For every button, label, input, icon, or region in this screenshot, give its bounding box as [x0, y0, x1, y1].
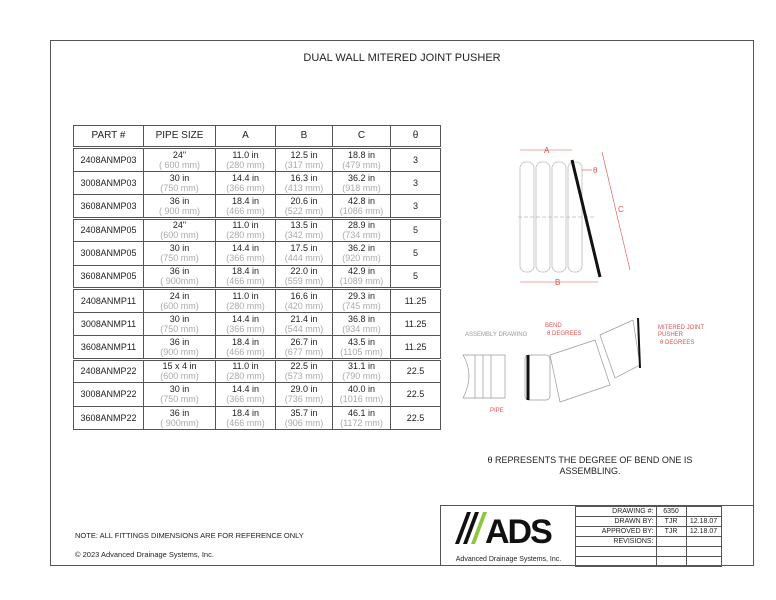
theta-value: 22.5 — [406, 389, 425, 400]
value-mm: (444 mm) — [284, 253, 324, 264]
svg-text:ADS: ADS — [485, 513, 551, 551]
value-mm: (1086 mm) — [339, 205, 384, 216]
value-mm: (736 mm) — [284, 394, 324, 405]
table-row — [74, 171, 441, 195]
value-in: 14.4 in — [231, 384, 260, 395]
part-number: 3608ANMP05 — [80, 271, 137, 282]
drawn-date: 12.18.07 — [686, 517, 721, 527]
value-mm: (600 mm) — [160, 300, 199, 311]
pusher-degrees-label: θ DEGREES — [660, 340, 695, 346]
value-mm: (280 mm) — [226, 300, 265, 311]
value-mm: (522 mm) — [284, 205, 324, 216]
value-mm: (366 mm) — [226, 394, 265, 405]
part-number: 3008ANMP11 — [80, 318, 137, 329]
dim-c-label: C — [618, 205, 624, 214]
column-header: PIPE SIZE — [144, 126, 216, 148]
column-header: θ — [391, 126, 441, 148]
title-block — [440, 505, 754, 566]
theta-value: 3 — [412, 154, 418, 165]
value-in: 36 in — [169, 336, 190, 347]
theta-value: 5 — [412, 225, 418, 236]
pipe-label: PIPE — [490, 408, 504, 414]
table-row — [74, 359, 441, 383]
value-mm: (479 mm) — [342, 159, 381, 170]
value-in: 14.4 in — [231, 172, 260, 183]
value-mm: (280 mm) — [226, 371, 265, 382]
value-in: 18.4 in — [231, 336, 260, 347]
table-row — [74, 383, 441, 407]
value-in: 46.1 in — [347, 407, 376, 418]
value-mm: ( 900mm) — [160, 417, 199, 428]
value-mm: (934 mm) — [342, 323, 381, 334]
value-in: 24" — [172, 149, 187, 160]
part-number: 2408ANMP05 — [80, 225, 137, 236]
value-mm: (420 mm) — [284, 300, 324, 311]
value-mm: (906 mm) — [284, 417, 324, 428]
page-title: DUAL WALL MITERED JOINT PUSHER — [303, 52, 501, 64]
value-in: 18.8 in — [347, 149, 376, 160]
value-in: 14.4 in — [231, 243, 260, 254]
theta-value: 11.25 — [404, 341, 427, 352]
value-mm: ( 900 mm) — [158, 205, 200, 216]
approved-by: TJR — [656, 527, 686, 537]
value-mm: (466 mm) — [226, 346, 265, 357]
table-row — [74, 265, 441, 289]
theta-value: 3 — [412, 177, 418, 188]
value-mm: (342 mm) — [284, 230, 324, 241]
part-number: 2408ANMP22 — [80, 366, 137, 377]
value-mm: (559 mm) — [284, 276, 324, 287]
pipe-dimension-drawing — [500, 140, 670, 290]
part-number: 3608ANMP22 — [80, 412, 137, 423]
dim-a-label: A — [544, 146, 550, 155]
table-row — [74, 336, 441, 360]
value-in: 13.5 in — [290, 220, 318, 231]
table-row — [74, 406, 441, 430]
value-in: 30 in — [169, 243, 190, 254]
value-in: 18.4 in — [231, 407, 260, 418]
dim-b-label: B — [555, 278, 561, 287]
value-in: 12.5 in — [290, 149, 318, 160]
value-mm: (466 mm) — [226, 417, 265, 428]
value-mm: (790 mm) — [342, 371, 381, 382]
theta-value: 11.25 — [404, 295, 427, 306]
theta-value: 22.5 — [406, 412, 425, 423]
value-mm: (366 mm) — [226, 253, 265, 264]
theta-value: 3 — [412, 200, 418, 211]
value-mm: (317 mm) — [284, 159, 324, 170]
bend-degrees-label: θ DEGREES — [547, 331, 582, 337]
value-mm: (466 mm) — [226, 205, 265, 216]
value-in: 36.2 in — [347, 172, 376, 183]
theta-label: θ — [593, 166, 598, 175]
value-in: 16.3 in — [290, 172, 318, 183]
value-mm: (366 mm) — [226, 182, 265, 193]
value-in: 29.0 in — [290, 384, 318, 395]
part-number: 3008ANMP03 — [80, 177, 137, 188]
value-mm: (920 mm) — [342, 253, 381, 264]
value-in: 22.5 in — [290, 361, 318, 372]
value-in: 36.2 in — [347, 243, 376, 254]
theta-value: 22.5 — [406, 366, 425, 377]
value-in: 36.8 in — [347, 313, 376, 324]
company-name: Advanced Drainage Systems, Inc. — [455, 556, 562, 563]
value-mm: (750 mm) — [160, 323, 199, 334]
theta-value: 5 — [412, 271, 418, 282]
value-mm: (750 mm) — [160, 394, 199, 405]
assembly-drawing — [455, 310, 715, 420]
value-mm: (750 mm) — [160, 182, 199, 193]
column-header: B — [276, 126, 333, 148]
part-number: 2408ANMP03 — [80, 154, 137, 165]
table-row — [74, 312, 441, 336]
value-in: 17.5 in — [290, 243, 318, 254]
value-in: 36 in — [169, 195, 190, 206]
dimensions-table — [73, 125, 441, 430]
value-mm: (734 mm) — [342, 230, 381, 241]
value-in: 20.6 in — [290, 195, 318, 206]
value-mm: (677 mm) — [284, 346, 324, 357]
pusher-label: PUSHER — [658, 332, 684, 338]
column-header: C — [333, 126, 391, 148]
value-mm: (1172 mm) — [340, 417, 383, 428]
value-mm: (573 mm) — [284, 371, 324, 382]
part-number: 3008ANMP22 — [80, 389, 137, 400]
value-mm: (366 mm) — [226, 323, 265, 334]
value-in: 40.0 in — [347, 384, 376, 395]
copyright: © 2023 Advanced Drainage Systems, Inc. — [75, 550, 214, 559]
column-header: A — [216, 126, 276, 148]
value-in: 15 x 4 in — [162, 361, 197, 372]
table-row — [74, 242, 441, 266]
value-mm: (466 mm) — [226, 276, 265, 287]
theta-value: 5 — [412, 248, 418, 259]
part-number: 2408ANMP11 — [80, 295, 137, 306]
value-mm: (1105 mm) — [340, 346, 383, 357]
value-in: 35.7 in — [290, 407, 318, 418]
value-in: 30 in — [169, 172, 190, 183]
value-in: 36 in — [169, 407, 190, 418]
value-mm: (600 mm) — [160, 230, 199, 241]
approved-by-label: APPROVED BY: — [576, 527, 656, 537]
value-in: 11.0 in — [232, 290, 259, 301]
value-in: 36 in — [169, 266, 190, 277]
reference-note: NOTE: ALL FITTINGS DIMENSIONS ARE FOR REFERENCE ONLY — [75, 531, 304, 540]
part-number: 3608ANMP03 — [80, 200, 137, 211]
title-block-table — [576, 506, 722, 567]
value-mm: (750 mm) — [160, 253, 199, 264]
value-mm: (745 mm) — [342, 300, 381, 311]
column-header: PART # — [74, 126, 144, 148]
value-in: 30 in — [169, 313, 190, 324]
value-in: 22.0 in — [290, 266, 318, 277]
value-in: 11.0 in — [232, 220, 259, 231]
mitered-joint-label: MITERED JOINT — [658, 325, 704, 331]
value-in: 24" — [172, 220, 187, 231]
value-mm: (1089 mm) — [339, 276, 384, 287]
value-mm: (600 mm) — [160, 371, 199, 382]
value-in: 14.4 in — [231, 313, 260, 324]
value-in: 29.3 in — [347, 290, 376, 301]
value-mm: (280 mm) — [226, 230, 265, 241]
bend-label: BEND — [545, 323, 562, 329]
theta-value: 11.25 — [404, 318, 427, 329]
value-in: 16.6 in — [290, 290, 318, 301]
value-in: 43.5 in — [347, 336, 376, 347]
value-mm: (1016 mm) — [339, 394, 384, 405]
drawing-number: 6350 — [656, 507, 686, 517]
value-in: 24 in — [169, 290, 190, 301]
value-mm: (900 mm) — [160, 346, 199, 357]
table-row — [74, 195, 441, 219]
ads-logo — [441, 506, 576, 567]
value-in: 21.4 in — [290, 313, 318, 324]
table-row — [74, 148, 441, 172]
part-number: 3608ANMP11 — [80, 341, 137, 352]
value-in: 30 in — [169, 384, 190, 395]
value-in: 11.0 in — [232, 361, 259, 372]
drawing-number-label: DRAWING #: — [576, 507, 656, 517]
value-mm: (918 mm) — [342, 182, 381, 193]
part-number: 3008ANMP05 — [80, 248, 137, 259]
value-mm: ( 900mm) — [160, 276, 199, 287]
assembly-label: ASSEMBLY DRAWING — [465, 332, 528, 338]
drawn-by: TJR — [656, 517, 686, 527]
revisions-label: REVISIONS: — [576, 537, 656, 547]
value-mm: ( 600 mm) — [158, 159, 200, 170]
value-in: 11.0 in — [232, 149, 259, 160]
value-in: 18.4 in — [231, 266, 260, 277]
value-in: 28.9 in — [347, 220, 376, 231]
value-in: 31.1 in — [347, 361, 376, 372]
drawn-by-label: DRAWN BY: — [576, 517, 656, 527]
approved-date: 12.18.07 — [686, 527, 721, 537]
table-row — [74, 289, 441, 313]
value-in: 18.4 in — [231, 195, 260, 206]
value-mm: (413 mm) — [284, 182, 324, 193]
value-mm: (544 mm) — [284, 323, 324, 334]
value-in: 42.9 in — [347, 266, 376, 277]
value-in: 26.7 in — [290, 336, 318, 347]
table-row — [74, 218, 441, 242]
theta-note: θ REPRESENTS THE DEGREE OF BEND ONE IS ASSEMBLING. — [487, 455, 693, 476]
value-in: 42.8 in — [347, 195, 376, 206]
value-mm: (280 mm) — [226, 159, 265, 170]
